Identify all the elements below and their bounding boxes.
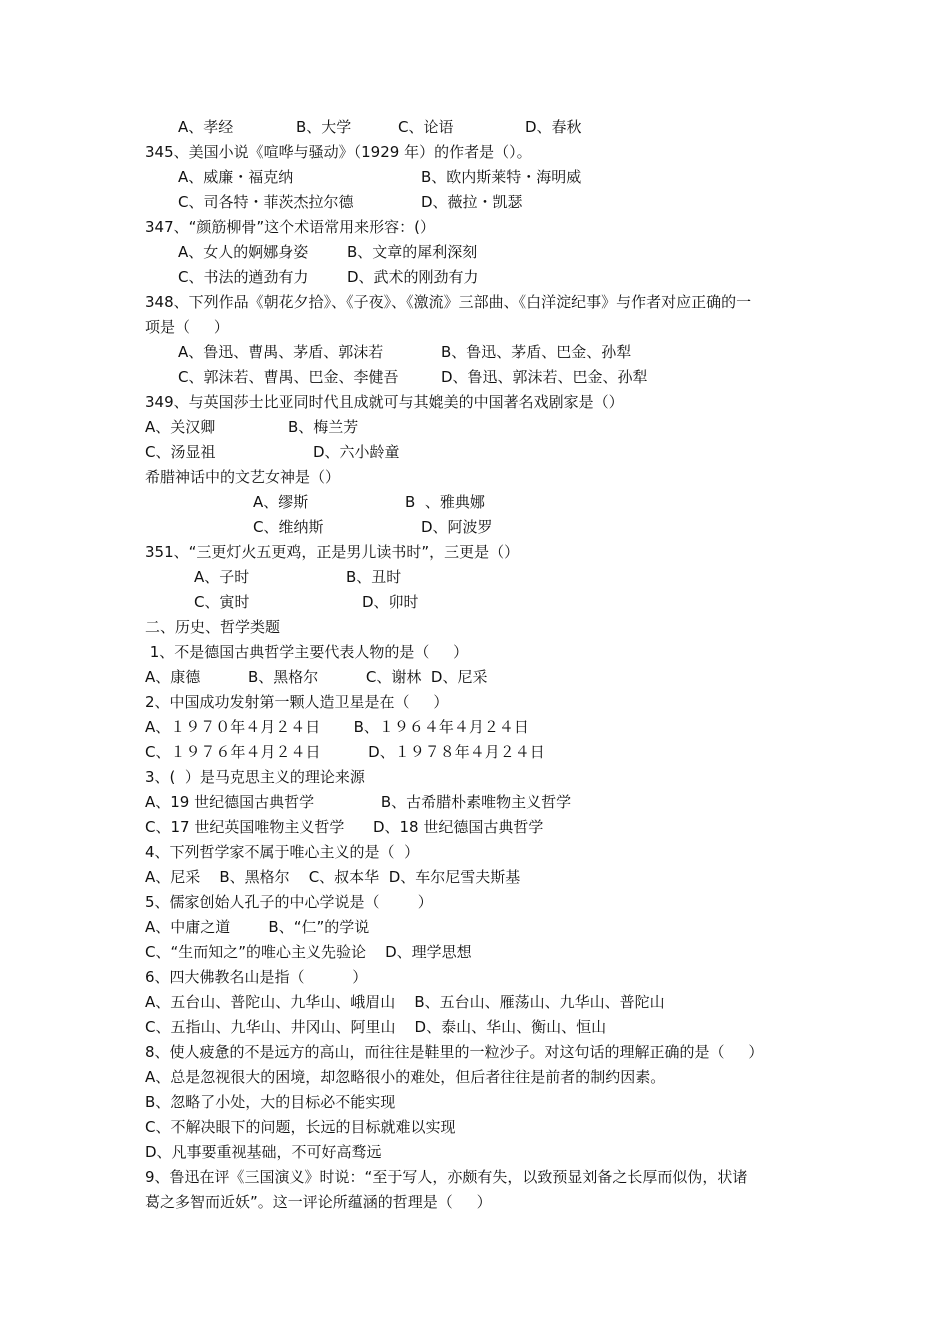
question-348-cont: 项是（ ） (145, 318, 229, 336)
question-6: 6、四大佛教名山是指（ ） (145, 968, 368, 986)
option-a: A、孝经 (178, 118, 234, 136)
question-1: 1、不是德国古典哲学主要代表人物的是（ ） (145, 643, 469, 661)
option-b: B、梅兰芳 (288, 418, 359, 436)
question-2: 2、中国成功发射第一颗人造卫星是在（ ） (145, 693, 449, 711)
question-8: 8、使人疲惫的不是远方的高山，而往往是鞋里的一粒沙子。对这句话的理解正确的是（ ） (145, 1043, 764, 1061)
option-b: B、大学 (296, 118, 352, 136)
option-a: A、威廉・福克纳 (178, 168, 294, 186)
option-c: C、寅时 (194, 593, 250, 611)
question-350: 希腊神话中的文艺女神是（） (145, 468, 341, 486)
question-349: 349、与英国莎士比亚同时代且成就可与其媲美的中国著名戏剧家是（） (145, 393, 624, 411)
option-d: D、鲁迅、郭沫若、巴金、孙犁 (441, 368, 648, 386)
option-c: C、书法的遒劲有力 (178, 268, 309, 286)
option-b: B、鲁迅、茅盾、巴金、孙犁 (441, 343, 632, 361)
option-a: A、子时 (194, 568, 250, 586)
option-d: D、阿波罗 (421, 518, 493, 536)
option-b: B、欧内斯莱特・海明威 (421, 168, 582, 186)
question-5-options-cd: C、“生而知之”的唯心主义先验论 D、理学思想 (145, 943, 472, 961)
option-b: B、丑时 (346, 568, 402, 586)
question-5: 5、儒家创始人孔子的中心学说是（ ） (145, 893, 433, 911)
question-351: 351、“三更灯火五更鸡，正是男儿读书时”，三更是（） (145, 543, 520, 561)
question-3: 3、( ）是马克思主义的理论来源 (145, 768, 365, 786)
option-c: C、论语 (398, 118, 454, 136)
option-d: D、武术的刚劲有力 (347, 268, 479, 286)
question-4: 4、下列哲学家不属于唯心主义的是（ ） (145, 843, 420, 861)
question-9: 9、鲁迅在评《三国演义》时说：“至于写人，亦颇有失，以致预显刘备之长厚而似伪，状诸 (145, 1168, 748, 1186)
option-d: D、春秋 (525, 118, 582, 136)
option-d: D、六小龄童 (313, 443, 400, 461)
question-2-options-cd: C、１９７６年４月２４日 D、１９７８年４月２４日 (145, 743, 545, 761)
question-5-options-ab: A、中庸之道 B、“仁”的学说 (145, 918, 370, 936)
section-heading: 二、历史、哲学类题 (145, 618, 281, 636)
question-8-option-a: A、总是忽视很大的困境，却忽略很小的难处，但后者往往是前者的制约因素。 (145, 1068, 666, 1086)
question-3-options-ab: A、19 世纪德国古典哲学 B、古希腊朴素唯物主义哲学 (145, 793, 572, 811)
question-348: 348、下列作品《朝花夕拾》、《子夜》、《激流》三部曲、《白洋淀纪事》与作者对应正确的一 (145, 293, 752, 311)
option-c: C、汤显祖 (145, 443, 216, 461)
option-d: D、薇拉・凯瑟 (421, 193, 523, 211)
question-2-options-ab: A、１９７０年４月２４日 B、１９６４年４月２４日 (145, 718, 529, 736)
question-8-option-b: B、忽略了小处，大的目标必不能实现 (145, 1093, 396, 1111)
question-8-option-d: D、凡事要重视基础，不可好高骛远 (145, 1143, 382, 1161)
option-c: C、维纳斯 (253, 518, 324, 536)
question-1-options: A、康德 B、黑格尔 C、谢林 D、尼采 (145, 668, 488, 686)
option-a: A、鲁迅、曹禺、茅盾、郭沫若 (178, 343, 384, 361)
question-6-options-ab: A、五台山、普陀山、九华山、峨眉山 B、五台山、雁荡山、九华山、普陀山 (145, 993, 665, 1011)
question-345: 345、美国小说《喧哗与骚动》（1929 年）的作者是（）。 (145, 143, 532, 161)
question-3-options-cd: C、17 世纪英国唯物主义哲学 D、18 世纪德国古典哲学 (145, 818, 544, 836)
option-b: B 、雅典娜 (405, 493, 485, 511)
question-347: 347、“颜筋柳骨”这个术语常用来形容：(） (145, 218, 436, 236)
option-d: D、卯时 (362, 593, 419, 611)
option-a: A、关汉卿 (145, 418, 216, 436)
option-b: B、文章的犀利深刻 (347, 243, 478, 261)
option-c: C、郭沫若、曹禺、巴金、李健吾 (178, 368, 399, 386)
question-4-options: A、尼采 B、黑格尔 C、叔本华 D、车尔尼雪夫斯基 (145, 868, 521, 886)
option-a: A、女人的婀娜身姿 (178, 243, 309, 261)
question-6-options-cd: C、五指山、九华山、井冈山、阿里山 D、泰山、华山、衡山、恒山 (145, 1018, 607, 1036)
option-a: A、缪斯 (253, 493, 309, 511)
option-c: C、司各特・菲茨杰拉尔德 (178, 193, 354, 211)
question-8-option-c: C、不解决眼下的问题，长远的目标就难以实现 (145, 1118, 456, 1136)
question-9-cont: 葛之多智而近妖”。这一评论所蕴涵的哲理是（ ） (145, 1193, 492, 1211)
